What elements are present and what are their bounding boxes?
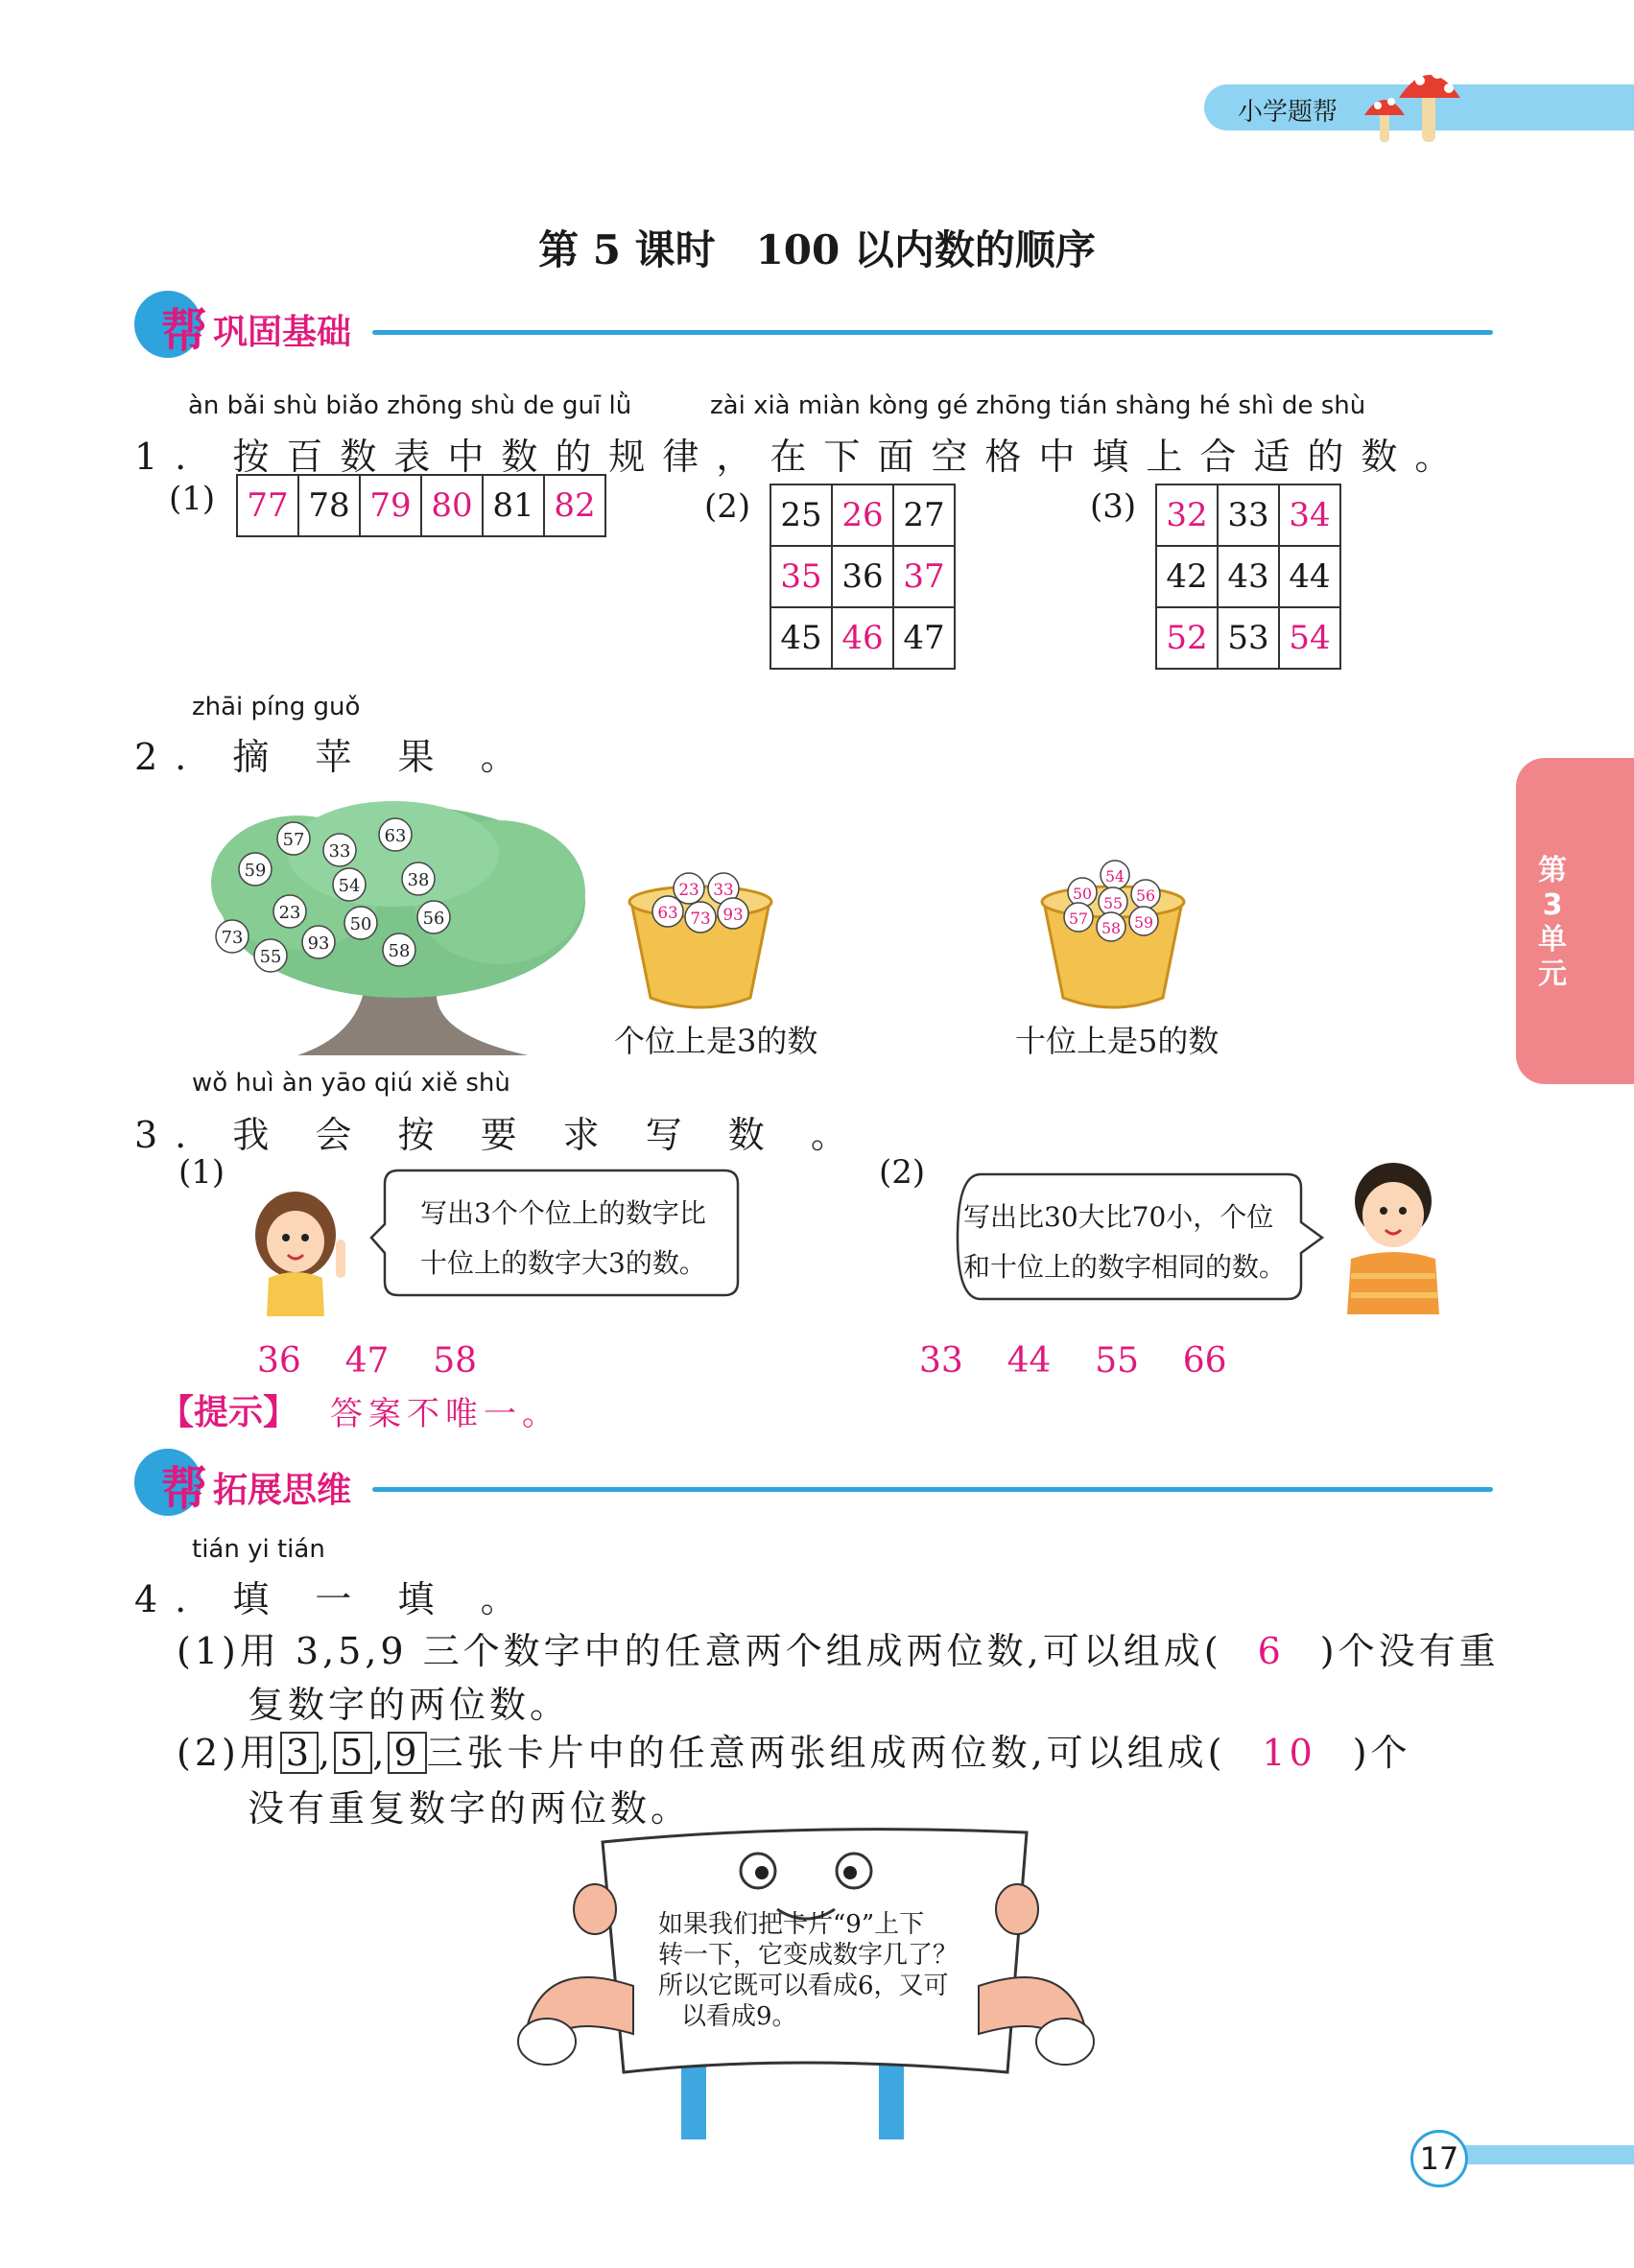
answer-value: 33: [919, 1341, 963, 1381]
paper-line: 如果我们把卡片“9”上下: [658, 1910, 925, 1939]
apple-label: 56: [422, 909, 445, 929]
grid-cell: 32: [1156, 484, 1218, 546]
basket-1-illustration: [624, 854, 777, 1017]
apple-label: 63: [384, 826, 407, 846]
q4-answer-1: 6: [1257, 1630, 1285, 1672]
apple-label: 33: [328, 841, 351, 862]
q1-cell: 82: [544, 475, 605, 536]
apple-label: 93: [307, 933, 330, 954]
apple-tree-illustration: [211, 796, 595, 1065]
paper-line: 所以它既可以看成6，又可: [658, 1972, 949, 2000]
q4-pinyin: tián yi tián: [192, 1535, 325, 1564]
grid-cell: 54: [1279, 607, 1340, 669]
answer-value: 36: [257, 1341, 301, 1381]
apple-label: 38: [407, 870, 430, 890]
brand-label: 小学题帮: [1238, 98, 1338, 127]
grid-cell: 45: [770, 607, 832, 669]
q4-label-2: (2): [177, 1732, 240, 1774]
q4-part-2: (2)用 3 , 5 , 9 三张卡片中的任意两张组成两位数,可以组成( 10 )个: [177, 1732, 1411, 1774]
q3-label-2: (2): [879, 1153, 926, 1192]
apple-label: 54: [1104, 867, 1125, 886]
q1-label-1: (1): [169, 480, 216, 518]
q2-pinyin: zhāi píng guǒ: [192, 693, 361, 721]
q1-cell: 80: [421, 475, 483, 536]
answer-value: 58: [433, 1341, 477, 1381]
number-card: 9: [388, 1732, 426, 1774]
q3-answer-1: [257, 1341, 477, 1381]
basket-2-illustration: [1036, 854, 1190, 1017]
q1-cell: 77: [237, 475, 298, 536]
q3-pinyin: wǒ huì àn yāo qiú xiě shù: [192, 1069, 510, 1098]
q4-text-2c: )个: [1352, 1732, 1411, 1774]
number-card: 3: [280, 1732, 319, 1774]
q4-answer-2: 10: [1262, 1732, 1316, 1774]
apple-label: 59: [244, 861, 267, 881]
grid-cell: 46: [832, 607, 893, 669]
grid-cell: 33: [1218, 484, 1279, 546]
q1-cell: 79: [360, 475, 421, 536]
hint-label: 【提示】: [159, 1393, 298, 1432]
answer-value: 47: [344, 1341, 390, 1381]
q4-text-1c: 复数字的两位数。: [248, 1684, 571, 1726]
q4-text-1a: 用 3,5,9 三个数字中的任意两个组成两位数,可以组成(: [239, 1630, 1222, 1672]
grid-cell: 42: [1156, 546, 1218, 607]
q1-grid-3: [1155, 484, 1341, 670]
bubble-1-line-1: 写出3个个位上的数字比: [420, 1197, 706, 1229]
section-title-basic: 巩固基础: [213, 313, 352, 352]
apple-label: 58: [1101, 919, 1122, 937]
apple-label: 57: [282, 830, 305, 850]
apple-label: 55: [1102, 894, 1124, 912]
number-card: 5: [334, 1732, 372, 1774]
boy-avatar: [1334, 1151, 1449, 1314]
apple-label: 50: [349, 914, 372, 934]
q2-text: 2. 摘 苹 果 。: [134, 736, 534, 778]
q1-grid-2: [770, 484, 956, 670]
q4-text: 4. 填 一 填 。: [134, 1578, 534, 1620]
page-number: 17: [1410, 2130, 1468, 2187]
section-bang: 帮: [161, 1462, 208, 1516]
basket-1-caption: 个位上是3的数: [614, 1023, 818, 1059]
q1-pinyin-b: zài xià miàn kòng gé zhōng tián shàng hé shì de shù: [710, 391, 1366, 420]
grid-cell: 43: [1218, 546, 1279, 607]
q1-cell: 81: [483, 475, 544, 536]
bubble-2-line-2: 和十位上的数字相同的数。: [963, 1251, 1287, 1283]
q1-row-table: [236, 474, 606, 537]
grid-cell: 37: [893, 546, 955, 607]
q1-pinyin-a: àn bǎi shù biǎo zhōng shù de guī lǜ: [188, 391, 632, 420]
q4-text-2a: 用: [239, 1732, 280, 1774]
apple-label: 55: [259, 947, 282, 967]
grid-cell: 52: [1156, 607, 1218, 669]
q4-text-2b: 三张卡片中的任意两张组成两位数,可以组成(: [426, 1732, 1226, 1774]
section-bang: 帮: [161, 304, 208, 358]
q1-cell: 78: [298, 475, 360, 536]
q3-label-1: (1): [178, 1153, 225, 1192]
q1-label-2: (2): [704, 487, 751, 526]
section-divider: [372, 330, 1493, 335]
q3-text: 3. 我 会 按 要 求 写 数 。: [134, 1114, 864, 1156]
basket-2-caption: 十位上是5的数: [1015, 1023, 1220, 1059]
grid-cell: 44: [1279, 546, 1340, 607]
grid-cell: 25: [770, 484, 832, 546]
apple-label: 56: [1135, 886, 1156, 905]
paper-line: 转一下，它变成数字几了？: [658, 1941, 959, 1970]
bubble-2-line-1: 写出比30大比70小，个位: [963, 1201, 1274, 1233]
apple-label: 57: [1068, 910, 1089, 928]
apple-label: 23: [278, 903, 301, 923]
answer-value: 66: [1182, 1341, 1227, 1381]
apple-label: 73: [690, 909, 711, 928]
answer-value: 55: [1095, 1341, 1139, 1381]
grid-cell: 47: [893, 607, 955, 669]
section-title-extend: 拓展思维: [213, 1471, 352, 1510]
section-divider: [372, 1487, 1493, 1492]
unit-side-label: 第3单元: [1538, 854, 1567, 991]
mushroom-icon: [1353, 56, 1468, 148]
page-title: 第 5 课时 100 以内数的顺序: [538, 226, 1096, 273]
grid-cell: 53: [1218, 607, 1279, 669]
apple-label: 59: [1133, 913, 1154, 932]
grid-cell: 26: [832, 484, 893, 546]
hint-text: 答案不唯一。: [330, 1395, 560, 1433]
q3-answer-2: [919, 1341, 1227, 1381]
apple-label: 73: [221, 928, 244, 948]
apple-label: 23: [678, 880, 699, 899]
apple-label: 54: [338, 876, 361, 896]
q4-text-2d: 没有重复数字的两位数。: [248, 1787, 692, 1830]
q1-label-3: (3): [1090, 487, 1137, 526]
apple-label: 50: [1072, 885, 1093, 903]
answer-value: 44: [1006, 1341, 1052, 1381]
q1-text: 1. 按百数表中数的规律，在下面空格中填上合适的数。: [134, 436, 1469, 478]
q4-part-1: [177, 1621, 1500, 1674]
bubble-1-line-2: 十位上的数字大3的数。: [420, 1247, 706, 1279]
apple-label: 63: [657, 903, 678, 922]
grid-cell: 27: [893, 484, 955, 546]
apple-label: 93: [722, 905, 744, 924]
q4-label-1: (1): [177, 1630, 240, 1672]
paper-text: [658, 1909, 958, 2032]
apple-label: 33: [713, 880, 734, 899]
grid-cell: 36: [832, 546, 893, 607]
grid-cell: 35: [770, 546, 832, 607]
apple-label: 58: [388, 941, 411, 961]
paper-line: 以看成9。: [681, 2002, 797, 2031]
q4-text-1b: )个没有重: [1319, 1630, 1500, 1672]
girl-avatar: [248, 1182, 363, 1316]
grid-cell: 34: [1279, 484, 1340, 546]
